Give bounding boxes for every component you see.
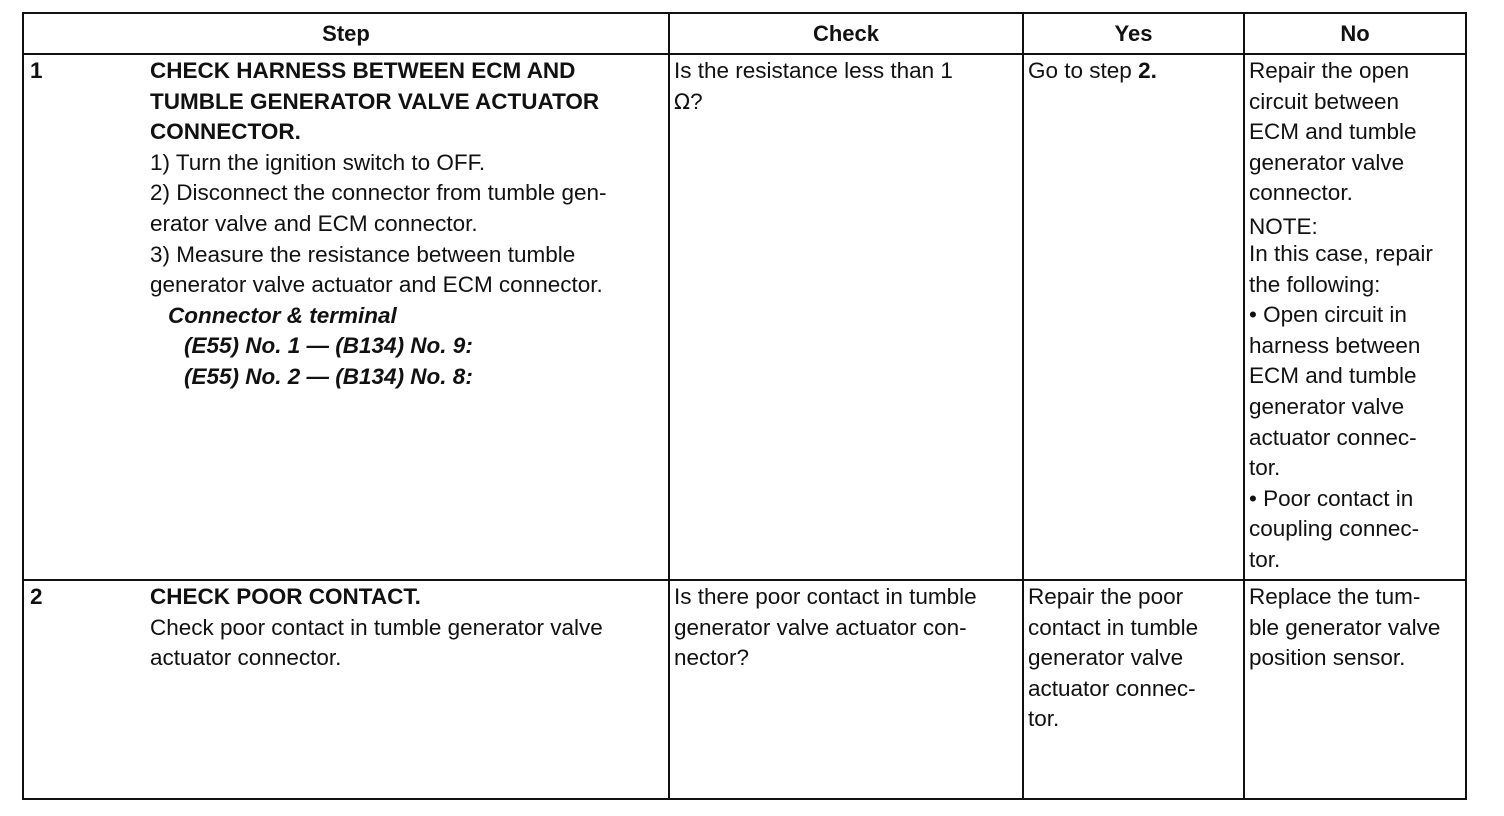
yes-text: Go to step bbox=[1028, 58, 1139, 83]
step-body bbox=[150, 56, 664, 393]
yes-line: tor. bbox=[1028, 706, 1060, 732]
step-instruction: 3) Measure the resistance between tumble bbox=[150, 241, 576, 267]
yes-cell bbox=[1023, 54, 1244, 580]
note-line: the following: bbox=[1249, 271, 1381, 297]
step-cell bbox=[23, 580, 669, 799]
check-question-mark: ? bbox=[690, 88, 703, 114]
check-text: Is there poor contact in tumble bbox=[674, 584, 977, 609]
step-title-line: TUMBLE GENERATOR VALVE ACTUATOR bbox=[150, 88, 600, 114]
bullet-line: generator valve bbox=[1249, 393, 1405, 419]
diagnostic-table bbox=[22, 12, 1467, 800]
check-text: nector? bbox=[674, 645, 750, 671]
header-yes: Yes bbox=[1023, 13, 1244, 54]
bullet-line: • Poor contact in bbox=[1249, 485, 1414, 511]
yes-line: generator valve bbox=[1028, 645, 1184, 671]
header-no: No bbox=[1244, 13, 1466, 54]
table-row bbox=[23, 54, 1466, 580]
check-text: generator valve actuator con- bbox=[674, 614, 967, 640]
header-row bbox=[23, 13, 1466, 54]
spec-heading: Connector & terminal bbox=[168, 302, 397, 328]
bullet-line: ECM and tumble bbox=[1249, 363, 1417, 389]
yes-step-ref: 2. bbox=[1138, 58, 1157, 83]
yes-line: contact in tumble bbox=[1028, 614, 1199, 640]
no-line: ble generator valve bbox=[1249, 614, 1441, 640]
yes-line: actuator connec- bbox=[1028, 675, 1196, 701]
no-line: generator valve bbox=[1249, 149, 1405, 175]
ohm-symbol: Ω bbox=[674, 89, 691, 114]
bullet-line: coupling connec- bbox=[1249, 516, 1420, 542]
note-line: In this case, repair bbox=[1249, 240, 1433, 266]
table-row bbox=[23, 580, 1466, 799]
step-instruction: generator valve actuator and ECM connector. bbox=[150, 272, 603, 298]
check-text-end bbox=[674, 87, 1018, 118]
header-step: Step bbox=[23, 13, 669, 54]
header-check: Check bbox=[669, 13, 1023, 54]
step-instruction: actuator connector. bbox=[150, 645, 342, 671]
step-instruction: erator valve and ECM connector. bbox=[150, 210, 478, 236]
yes-line: Repair the poor bbox=[1028, 584, 1184, 609]
bullet-line: tor. bbox=[1249, 455, 1281, 481]
note-label: NOTE: bbox=[1249, 213, 1318, 239]
step-title-line: CHECK POOR CONTACT. bbox=[150, 584, 421, 609]
step-instruction: Check poor contact in tumble generator valve bbox=[150, 614, 603, 640]
bullet-line: harness between bbox=[1249, 332, 1421, 358]
step-instruction: 2) Disconnect the connector from tumble gen- bbox=[150, 180, 607, 206]
yes-cell bbox=[1023, 580, 1244, 799]
no-line: Replace the tum- bbox=[1249, 584, 1421, 609]
check-text: Is the resistance less than 1 bbox=[674, 58, 953, 83]
step-number: 2 bbox=[30, 584, 43, 609]
no-line: position sensor. bbox=[1249, 645, 1406, 671]
check-cell bbox=[669, 580, 1023, 799]
spec-line: (E55) No. 2 — (B134) No. 8: bbox=[184, 363, 473, 389]
step-cell bbox=[23, 54, 669, 580]
step-body bbox=[150, 582, 664, 674]
step-title-line: CONNECTOR. bbox=[150, 119, 301, 145]
no-line: Repair the open bbox=[1249, 58, 1410, 83]
step-instruction: 1) Turn the ignition switch to OFF. bbox=[150, 149, 486, 175]
bullet-line: actuator connec- bbox=[1249, 424, 1417, 450]
no-line: connector. bbox=[1249, 180, 1353, 206]
check-cell bbox=[669, 54, 1023, 580]
no-cell bbox=[1244, 54, 1466, 580]
step-title-line: CHECK HARNESS BETWEEN ECM AND bbox=[150, 58, 576, 83]
step-number: 1 bbox=[30, 58, 43, 83]
no-line: ECM and tumble bbox=[1249, 119, 1417, 145]
no-line: circuit between bbox=[1249, 88, 1400, 114]
bullet-line: • Open circuit in bbox=[1249, 302, 1407, 328]
spec-line: (E55) No. 1 — (B134) No. 9: bbox=[184, 333, 473, 359]
no-cell bbox=[1244, 580, 1466, 799]
bullet-line: tor. bbox=[1249, 546, 1281, 572]
